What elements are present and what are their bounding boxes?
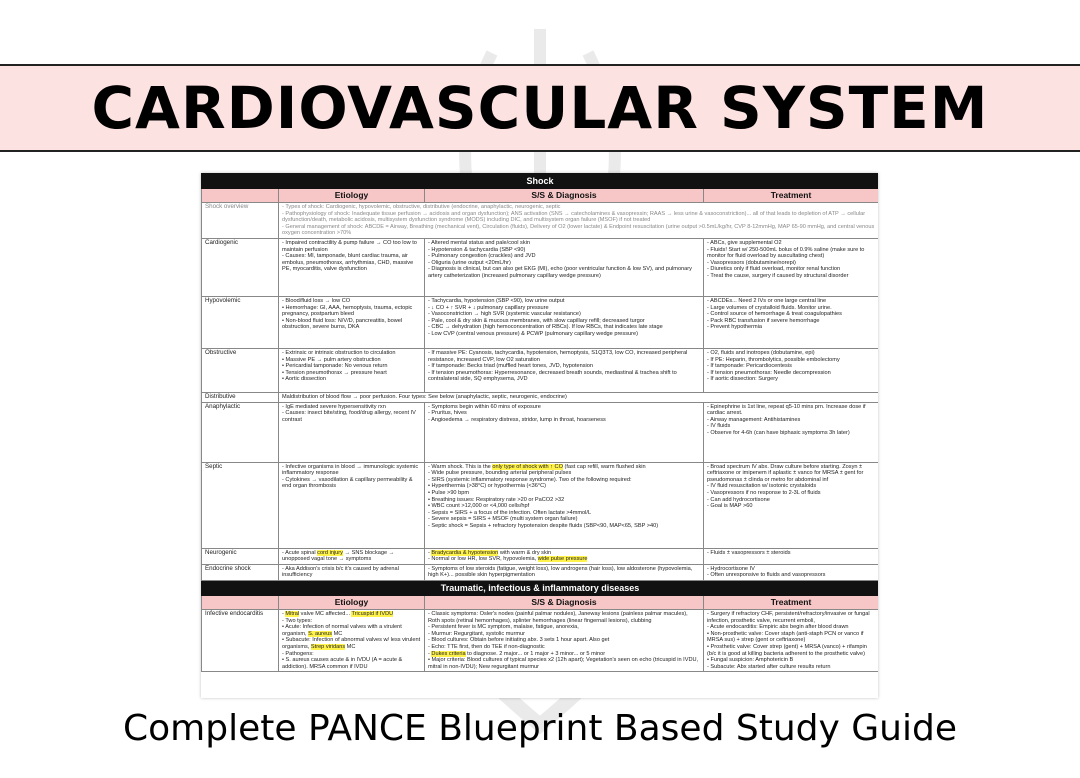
treatment-cell: - ABCs, give supplemental O2 - Fluids! Start w/ 250-500mL bolus of 0.9% saline (make sure to monitor for fluid overload by auscultating chest) - Vasopressors (dobutamine/norepi) - Diuretics only if fluid overload, monitor renal function - Treat the cause, surgery if caused by structural disorder [704, 238, 879, 296]
column-header-blank [202, 595, 279, 609]
column-header-ss: S/S & Diagnosis [425, 595, 704, 609]
ss-text: MC • Subacute: Infection of abnormal valves w/ less virulent organisms, [282, 630, 421, 650]
row-label: Anaphylactic [202, 402, 279, 462]
table-row [202, 348, 879, 392]
etiology-cell: - Aka Addison's crisis b/c it's caused by adrenal insufficiency [279, 564, 425, 580]
column-header-ss: S/S & Diagnosis [425, 189, 704, 203]
ss-cell: - Symptoms begin within 60 mins of exposure - Pruritus, hives - Angioedema → respiratory distress, stridor, lump in throat, hoarseness [425, 402, 704, 462]
column-header-treatment: Treatment [704, 595, 879, 609]
shock-table [201, 173, 878, 672]
treatment-cell: - Broad spectrum IV abx. Draw culture before starting. Zosyn ± ceftriaxone or imipenem if aplastic ± vanco for MRSA ± gent for pseudomonas ± clinda or metro for abdominal inf - IV fluid resuscitation w/ isotonic crystaloids - Vasopressors if no response to 2-3L of fluids - Can add hydrocortisone - Goal is MAP >60 [704, 462, 879, 548]
row-label: Infective endocarditis [202, 609, 279, 671]
treatment-cell: - O2, fluids and inotropes (dobutamine, epi) - If PE: Heparin, thrombolytics, possible embolectomy - If tamponade: Pericardiocentesis - If tension pneumothorax: Needle decompression - If aortic dissection: Surgery [704, 348, 879, 392]
row-label: Distributive [202, 392, 279, 402]
ss-text: - Acute spinal [282, 549, 318, 556]
table-row [202, 548, 879, 564]
row-label: Shock overview [202, 203, 279, 239]
row-label: Cardiogenic [202, 238, 279, 296]
treatment-cell: - Hydrocortisone IV - Often unresponsive to fluids and vasopressors [704, 564, 879, 580]
distributive-cell: Maldistribution of blood flow → poor perfusion. Four types: See below (anaphylactic, septic, neurogenic, endocrine) [279, 392, 879, 402]
ss-cell: - Altered mental status and pale/cool skin - Hypotension & tachycardia (SBP <90) - Pulmonary congestion (crackles) and JVD - Oliguria (urine output <20mL/hr) - Diagnosis is clinical, but can also get EKG (MI), echo (poor ventricular function & low SV), and pulmonary artery catheterization (increased pulmonary capillary wedge pressure) [425, 238, 704, 296]
overview-line: - Types of shock: Cardiogenic, hypovolemic, obstructive, distributive (endocrine, anaphylactic, neurogenic, septic [282, 204, 561, 210]
row-label: Septic [202, 462, 279, 548]
table-row [202, 564, 879, 580]
treatment-cell: - ABCDEs... Need 2 IVs or one large central line - Large volumes of crystalloid fluids. Monitor urine. - Control source of hemorrhage & treat coagulopathies - Pack RBC transfusion if severe hemorrhage - Prevent hypothermia [704, 296, 879, 348]
study-sheet [201, 173, 878, 698]
row-label: Neurogenic [202, 548, 279, 564]
highlight: Bradycardia & hypotension [431, 549, 499, 556]
treatment-cell: - Epinephrine is 1st line, repeat q5-10 mins prn. Increase dose if cardiac arrest. - Airway management: Antihistamines - IV fluids - Observe for 4-6h (can have biphasic symptoms 3h later) [704, 402, 879, 462]
highlight: only type of shock with ↑ CO [492, 463, 563, 470]
treatment-cell: - Surgery if refractory CHF, persistent/refractory/invasive or fungal infection, prosthetic valve, recurrent emboli, - Acute endocarditis: Empiric abx begin after blood drawn • Non-prosthetic valve: Cover staph (anti-staph PCN or vanco if MRSA sus) + strep (gent or ceftriaxone) • Prosthetic valve: Cover strep (gent) + MRSA (vanco) + rifampin (b/c it is good at killing bacteria adherent to the prosthetic valve) • Fungal suspicion: Amphotericin B - Subacute: Abx started after culture results return [704, 609, 879, 671]
etiology-cell: - Infective organisms in blood → immunologic systemic inflammatory response - Cytokines → vasodilation & capillary permeability & end organ thrombosis [279, 462, 425, 548]
ss-cell [425, 462, 704, 548]
section-title: Traumatic, infectious & inflammatory diseases [202, 580, 879, 595]
ss-text: - Warm shock. This is the [428, 463, 493, 470]
ss-cell: - Symptoms of low steroids (fatigue, weight loss), low androgens (hair loss), low aldosterone (hypovolemia, high K+)... possible skin hyperpigmentation [425, 564, 704, 580]
ss-text: with warm & dry skin - Normal or low HR, low SVR, hypovolemia, [428, 549, 552, 563]
ss-text: to diagnose. 2 major... or 1 major + 3 minor... or 5 minor • Major criteria: Blood cultures of typical species x2 (12h apart); Vegetation's seen on echo (tricuspid in IVDU, mitral in non-IVDU); New regurgitant murmur [428, 650, 699, 670]
table-row [202, 296, 879, 348]
overview-cell [279, 203, 879, 239]
highlight: wide pulse pressure [537, 556, 588, 563]
title-banner [0, 64, 1080, 152]
treatment-cell: - Fluids ± vasopressors ± steroids [704, 548, 879, 564]
overview-line: - General management of shock: ABCDE = Airway, Breathing (mechanical vent), Circulation (fluids), Delivery of O2 (lower lactate) & Endpoint resuscitation (urine output >0.5mL/kg/hr, CVP 8-12mmHg, MAP 65-90 mmHg, and central venous oxygen concentration >70% [282, 223, 875, 237]
page-subtitle: Complete PANCE Blueprint Based Study Guide [123, 708, 957, 749]
row-label: Endocrine shock [202, 564, 279, 580]
etiology-cell: - IgE mediated severe hypersensitivity rxn - Causes: insect bite/sting, food/drug allergy, recent IV contrast [279, 402, 425, 462]
ss-cell [425, 609, 704, 671]
column-header-blank [202, 189, 279, 203]
highlight: cord injury [317, 549, 343, 556]
etiology-cell: - Blood/fluid loss → low CO • Hemorrhage: GI, AAA, hemoptysis, trauma, ectopic pregnancy, postpartum bleed • Non-blood fluid loss: N/V/D, pancreatitis, bowel obstruction, severe burns, DKA [279, 296, 425, 348]
etiology-cell: - Extrinsic or intrinsic obstruction to circulation • Massive PE → pulm artery obstruction • Pericardial tamponade: No venous return • Tension pneumothorax → pressure heart • Aortic dissection [279, 348, 425, 392]
ss-text: → SNS blockage → unopposed vagal tone → symptoms [282, 549, 395, 563]
ss-text: (fast cap refill, warm flushed skin - Wide pulse pressure, bounding arterial peripheral pulses - SIRS (systemic inflammatory response syndrome). Two of the following required: • Hyperthermia (>38°C) or hypothermia (<36°C) • Pulse >90 bpm • Breathing issues: Respiratory rate >20 or PaCO2 >32 • WBC count >12,000 or <4,000 cells/hpf - Sepsis = SIRS + a focus of the infection. Often lactate >4mmol/L - Severe sepsis = SIRS + MSOF (multi system organ failure) - Septic shock = Sepsis + refractory hypotension despite fluids (SBP<90, MAP<65, SBP >40) [428, 463, 659, 529]
highlight: Tricuspid if IVDU [351, 610, 394, 617]
table-row [202, 402, 879, 462]
table-row [202, 392, 879, 402]
ss-cell: - If massive PE: Cyanosis, tachycardia, hypotension, hemoptysis, S1Q3T3, low CO, increased peripheral resistance, increased CVP, low O2 saturation - If tamponade: Becks triad (muffled heart tones, JVD, hypotension - If tension pneumothorax: Hyperresonance, decreased breath sounds, mediastinal & trachea shift to contralateral side, SQ emphysema, JVD [425, 348, 704, 392]
row-label: Hypovolemic [202, 296, 279, 348]
etiology-cell: - Impaired contractility & pump failure → CO too low to maintain perfusion - Causes: MI, tamponade, blunt cardiac trauma, air embolus, pneumothorax, arrhythmias, CHD, massive PE, myocarditis, valve dysfunction [279, 238, 425, 296]
ss-text: valve MC affected... [299, 610, 352, 617]
ss-text: MC - Pathogens: • S. aureus causes acute & in IVDU (A = acute & addiction). MRSA common if IVDU [282, 643, 403, 670]
highlight: Strep viridans [310, 643, 346, 650]
table-row [202, 609, 879, 671]
overview-line: - Pathophysiology of shock: Inadequate tissue perfusion → acidosis and organ dysfunction); ANS activation (SNS → catecholamines & vasopressin; RAAS → less urine & vasoconstriction)... all of that leads to depletion of ATP → cellular dysfunction/death, metabolic acidosis, multisystem dysfunction syndrome (MODS) including DIC, and multisystem organ failure (MSOF) if not treated [282, 210, 866, 224]
ss-text: - Two types: • Acute: Infection of normal valves with a virulent organism, [282, 617, 402, 637]
section-title: Shock [202, 174, 879, 189]
table-row [202, 203, 879, 239]
highlight: Dukes criteria [431, 650, 466, 657]
etiology-cell: - Mitral valve MC affected... Tricuspid if IVDU - Two types: • Acute: Infection of normal valves with a virulent organism, S. aureus MC • Subacute: Infection of abnormal valves w/ less virulent organisms, Strep viridans MC - Pathogens: • S. aureus causes acute & in IVDU (A = acute & addiction). MRSA common if IVDU [279, 609, 425, 671]
etiology-cell [279, 548, 425, 564]
highlight: S. aureus [308, 630, 333, 637]
table-row [202, 462, 879, 548]
page-title: CARDIOVASCULAR SYSTEM [91, 74, 989, 142]
ss-text: - Classic symptoms: Osler's nodes (painful palmar nodules), Janeway lesions (painless palmar macules), Roth spots (retinal hemorrhages), splinter hemorrhages (linear fingernail lesions), clubbing - Persistent fever is MC symptom, malaise, fatigue, anorexia, - Murmur: Regurgitant, systolic murmur - Blood cultures: Obtain before initiating abx. 3 sets 1 hour apart. Also get - Echo: TTE first, then do TEE if non-diagnostic - [428, 610, 688, 657]
ss-cell: - Bradycardia & hypotension with warm & dry skin - Normal or low HR, low SVR, hypovolemia, wide pulse pressure [425, 548, 704, 564]
highlight: Mitral [285, 610, 300, 617]
column-header-treatment: Treatment [704, 189, 879, 203]
column-header-etiology: Etiology [279, 595, 425, 609]
column-header-etiology: Etiology [279, 189, 425, 203]
ss-cell: - Tachycardia, hypotension (SBP <90), low urine output - ↓ CO + ↑ SVR + ↓ pulmonary capillary pressure - Vasoconstriction → high SVR (systemic vascular resistance) - Pale, cool & dry skin & mucous membranes, with slow capillary refill; decreased turgor - CBC → dehydration (high hemoconcentration of RBCs). If low RBCs, that indicates late stage - Low CVP (central venous pressure) & PCWP (pulmonary capillary wedge pressure) [425, 296, 704, 348]
table-row [202, 238, 879, 296]
row-label: Obstructive [202, 348, 279, 392]
